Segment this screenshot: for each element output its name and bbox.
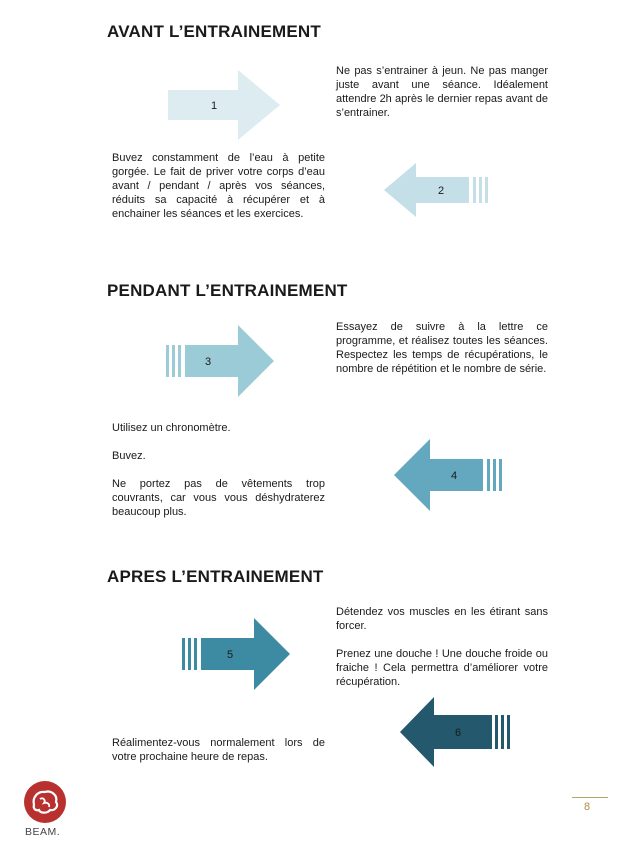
- tip-number-5: 5: [226, 649, 234, 661]
- brand-name: BEAM.: [25, 826, 61, 838]
- tip-number-2: 2: [437, 185, 445, 197]
- tip-number-4: 4: [450, 470, 458, 482]
- arrow-tip-2: [384, 163, 492, 217]
- tip-text-2: Buvez constamment de l’eau à petite gorgée. Le fait de priver votre corps d’eau avant / pendant / après vos séances, réduits sa capacité à récupérer et à enchainer les séances et les exercices.: [112, 152, 325, 220]
- tip-number-3: 3: [204, 356, 212, 368]
- brain-icon: [22, 779, 72, 830]
- tip-number-6: 6: [454, 727, 462, 739]
- tip-number-1: 1: [210, 100, 218, 112]
- tip-text-4: Utilisez un chronomètre. Buvez. Ne portez pas de vêtements trop couvrants, car vous vous déshydraterez beaucoup plus.: [112, 422, 325, 518]
- arrow-tip-1: [168, 70, 280, 140]
- section-title-apres: APRES L’ENTRAINEMENT: [107, 567, 324, 586]
- tip-text-5: Détendez vos muscles en les étirant sans forcer. Prenez une douche ! Une douche froide ou fraiche ! Cela permettra d’améliorer votre récupération.: [336, 606, 548, 688]
- arrow-tip-4: [394, 439, 502, 511]
- arrow-tip-3: [166, 325, 274, 397]
- section-title-pendant: PENDANT L’ENTRAINEMENT: [107, 281, 348, 300]
- page-number-rule: [572, 797, 608, 798]
- section-title-avant: AVANT L’ENTRAINEMENT: [107, 22, 321, 41]
- arrow-tip-5: [182, 618, 290, 690]
- arrow-tip-6: [400, 697, 510, 767]
- tip-text-3: Essayez de suivre à la lettre ce programme, et réalisez toutes les séances. Respectez les temps de récupérations, le nombre de répétition et le nombre de série.: [336, 321, 548, 375]
- page-number: 8: [584, 801, 591, 813]
- tip-text-1: Ne pas s’entrainer à jeun. Ne pas manger juste avant une séance. Idéalement attendre 2h après le dernier repas avant de s’entrainer.: [336, 65, 548, 119]
- tip-text-6: Réalimentez-vous normalement lors de votre prochaine heure de repas.: [112, 737, 325, 763]
